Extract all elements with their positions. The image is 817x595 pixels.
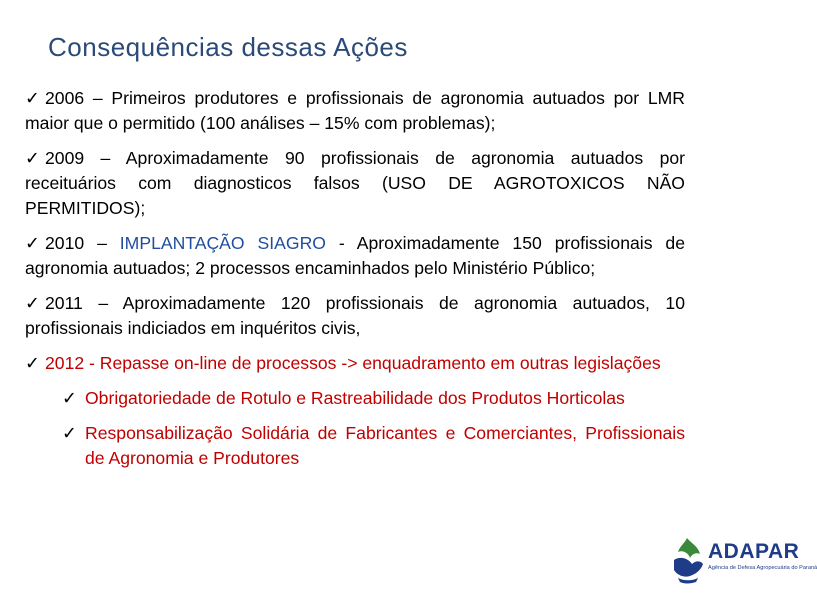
check-icon: ✓ <box>62 423 77 443</box>
logo-name: ADAPAR <box>708 540 800 563</box>
item-text: 2011 – Aproximadamente 120 profissionais de agronomia autuados, 10 profissionais indiciados em inquéritos civis, <box>25 293 685 338</box>
item-text-post: - Aproximadamente 150 profissionais de agronomia autuados; 2 processos encaminhados pelo Ministério Público; <box>25 233 685 278</box>
list-item-2011 <box>25 291 685 341</box>
item-text: 2012 - Repasse on-line de processos -> enquadramento em outras legislações <box>45 353 661 373</box>
adapar-logo <box>668 534 817 584</box>
list-item-2012 <box>25 351 685 376</box>
check-icon: ✓ <box>62 388 77 408</box>
page-title: Consequências dessas Ações <box>48 32 408 62</box>
check-icon: ✓ <box>25 353 40 373</box>
check-icon: ✓ <box>25 148 40 168</box>
list-item-2010 <box>25 231 685 281</box>
item-text-pre: 2010 – <box>45 233 120 253</box>
check-icon: ✓ <box>25 293 40 313</box>
content-list <box>25 86 685 481</box>
list-item-2006 <box>25 86 685 136</box>
sub-item-text: Responsabilização Solidária de Fabricantes e Comerciantes, Profissionais de Agronomia e Produtores <box>85 423 685 468</box>
sub-item-text: Obrigatoriedade de Rotulo e Rastreabilidade dos Produtos Horticolas <box>85 388 625 408</box>
adapar-emblem-icon <box>668 534 706 584</box>
sub-item-responsabilizacao <box>25 421 685 471</box>
check-icon: ✓ <box>25 88 40 108</box>
sub-item-rotulo <box>25 386 685 411</box>
item-text: 2006 – Primeiros produtores e profissionais de agronomia autuados por LMR maior que o permitido (100 análises – 15% com problemas); <box>25 88 685 133</box>
list-item-2009 <box>25 146 685 221</box>
check-icon: ✓ <box>25 233 40 253</box>
logo-tagline: Agência de Defesa Agropecuária do Paraná <box>708 565 817 571</box>
item-text: 2009 – Aproximadamente 90 profissionais de agronomia autuados por receituários com diagnosticos falsos (USO DE AGROTOXICOS NÃO PERMITIDOS); <box>25 148 685 218</box>
siagro-highlight: IMPLANTAÇÃO SIAGRO <box>119 233 326 253</box>
